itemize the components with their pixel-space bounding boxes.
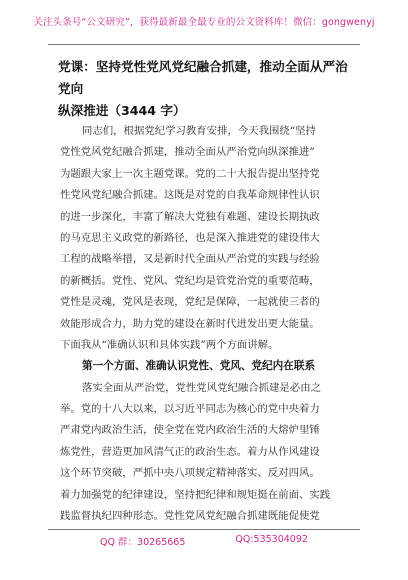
body-line: 践监督执纪四种形态。党性党风党纪融合抓建既能促使党 <box>60 510 320 523</box>
body-line: 效能形成合力，助力党的建设在新时代迸发出更大能量。 <box>60 317 320 330</box>
document-title <box>58 56 358 122</box>
body-line: 落实全面从严治党，党性党风党纪融合抓建是必由之 <box>82 381 321 394</box>
body-line: 为题跟大家上一次主题党课。党的二十大报告提出坚持党 <box>60 167 320 180</box>
body-line: 的新概括。党性、党风、党纪均是管党治党的重要范畴， <box>60 274 320 287</box>
body-line: 工程的战略举措，又是新时代全面从严治党的实践与经验 <box>60 253 320 266</box>
body-line: 的进一步深化，丰富了解决大党独有难题、建设长期执政 <box>60 210 320 223</box>
footer-divider <box>48 529 360 530</box>
header-promo-text: 关注头条号“公文研究”，获得最新最全最专业的公文资料库！微信：gongwenyj <box>33 17 375 28</box>
body-line: 的马克思主义政党的新路径，也是深入推进党的建设伟大 <box>60 231 320 244</box>
body-line: 党性是灵魂，党风是表现，党纪是保障，一起就使三者的 <box>60 296 320 309</box>
body-line: 党性党风党纪融合抓建，推动全面从严治党向纵深推进” <box>60 146 315 159</box>
body-line: 严肃党内政治生活，使全党在党内政治生活的大熔炉里锤 <box>60 424 320 437</box>
body-line: 举。党的十八大以来，以习近平同志为核心的党中央着力 <box>60 403 320 416</box>
title-line-2: 纵深推进（3444 字） <box>58 103 186 118</box>
body-line: 炼党性，营造更加风清气正的政治生态。着力从作风建设 <box>60 445 320 458</box>
page-footer <box>0 534 408 554</box>
page-header <box>0 0 408 50</box>
section-heading: 第一个方面、准确认识党性、党风、党纪内在联系 <box>82 360 316 373</box>
body-line: 性党风党纪融合抓建。这既是对党的自我革命规律性认识 <box>60 189 320 202</box>
body-line: 同志们，根据党纪学习教育安排，今天我围绕“坚持 <box>82 125 316 137</box>
body-line: 着力加强党的纪律建设，坚持把纪律和规矩挺在前面、实践 <box>60 488 331 501</box>
body-line: 下面我从“准确认识和具体实践”两个方面讲解。 <box>60 338 279 351</box>
body-line: 这个环节突破，严抓中央八项规定精神落实、反对四风。 <box>60 467 320 480</box>
footer-qq: QQ:535304092 <box>235 534 308 545</box>
title-line-1: 党课：坚持党性党风党纪融合抓建，推动全面从严治党向 <box>58 59 348 96</box>
footer-qq-group: QQ 群：30265665 <box>100 537 186 548</box>
header-divider <box>48 44 360 45</box>
document-body <box>60 121 356 527</box>
